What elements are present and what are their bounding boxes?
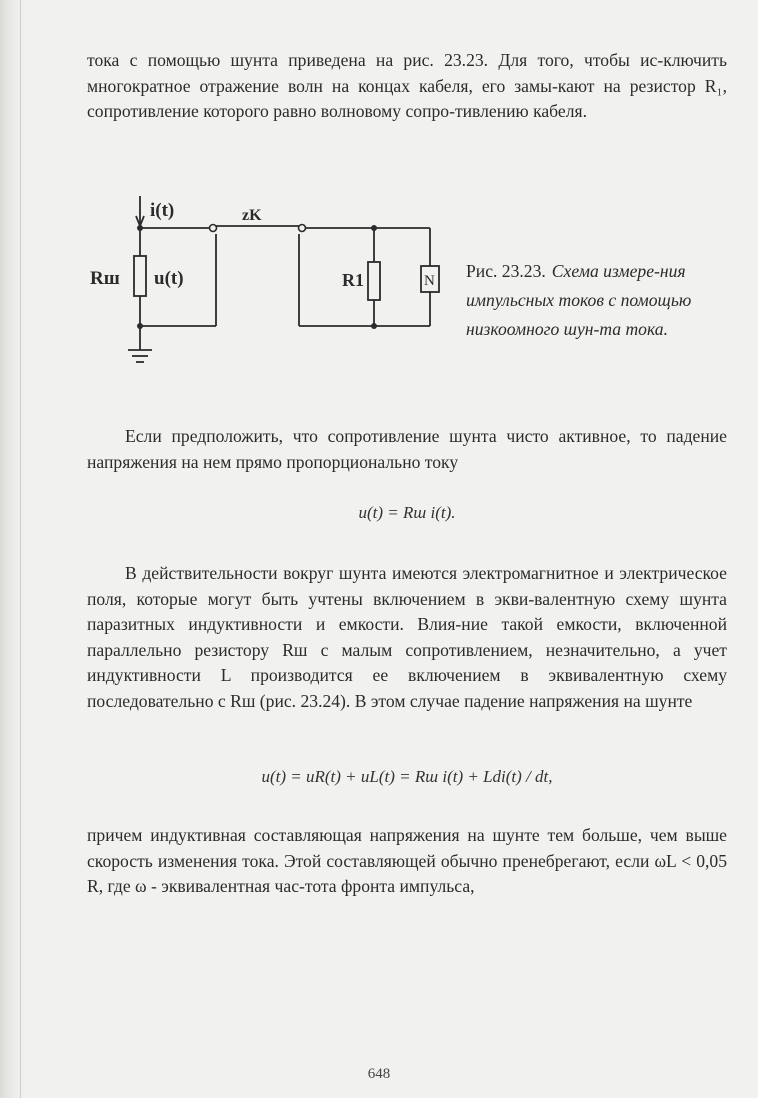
junction-dot [371, 225, 377, 231]
shunt-resistor [134, 256, 146, 296]
paragraph-inductive: причем индуктивная составляющая напряжения на шунте тем больше, чем выше скорость изменения тока. Этой составляющей обычно пренебрегают, если ωL < 0,05 R, где ω - эквивалентная час-тота фронта импульса, [87, 825, 727, 897]
label-current: i(t) [150, 200, 175, 221]
junction-dot [371, 323, 377, 329]
terminal-2 [299, 225, 306, 232]
circuit-diagram [90, 190, 458, 370]
junction-dot [137, 323, 143, 329]
page-binding-edge [0, 0, 26, 1098]
equation-1: u(t) = Rш i(t). [358, 503, 456, 522]
caption-text: Схема измере-ния импульсных токов с помощью низкоомного шун-та тока. [466, 261, 692, 339]
r1-resistor [368, 262, 380, 300]
label-shunt: Rш [90, 268, 120, 289]
equation-2: u(t) = uR(t) + uL(t) = Rш i(t) + Ldi(t) / dt, [261, 767, 553, 786]
paragraph-parasitic: В действительности вокруг шунта имеются электромагнитное и электрическое поля, которые могут быть учтены включением в экви-валентную схему шунта паразитных индуктивности и емкости. Влия-ние такой емкости, включенной параллельно резистору Rш с малым сопротивлением, незначительно, а учет индуктивности L производится ее включением в эквивалентную схему последовательно с Rш (рис. 23.24). В этом случае падение напряжения на шунте [87, 563, 727, 711]
terminal-1 [210, 225, 217, 232]
label-voltage: u(t) [154, 268, 184, 289]
caption-label: Рис. 23.23. [466, 261, 546, 281]
paragraph-intro: тока с помощью шунта приведена на рис. 23.23. Для того, чтобы ис-ключить многократное отражение волн на концах кабеля, его замы-кают на резистор R₁, сопротивление которого равно волновому сопро-тивлению кабеля. [87, 50, 727, 122]
figure-caption [466, 257, 728, 344]
paragraph-active-shunt: Если предположить, что сопротивление шунта чисто активное, то падение напряжения на нем прямо пропорционально току [87, 426, 727, 472]
label-meter: N [424, 273, 435, 289]
junction-dot [137, 225, 143, 231]
page-number: 648 [367, 1066, 391, 1082]
label-cable: zK [242, 207, 262, 224]
label-resistor: R1 [342, 270, 364, 290]
